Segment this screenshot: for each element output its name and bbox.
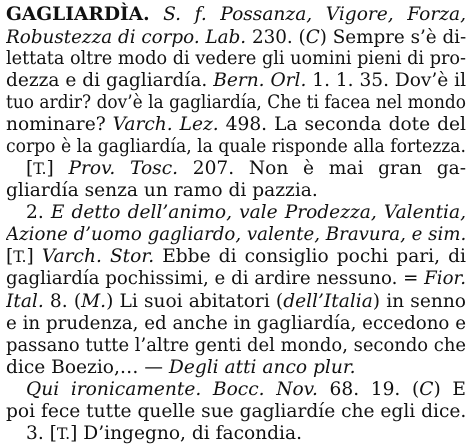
text-segment: lettata oltre modo di vedere gli uomini pieni di pro-	[6, 48, 467, 69]
headword: GAGLIARDÌA.	[6, 4, 150, 25]
text-segment: ]	[26, 246, 42, 267]
text-segment: Robustezza di corpo. Lab.	[6, 27, 247, 48]
text-segment: ) in senno	[372, 291, 466, 312]
text-segment: gliardía senza un ramo di pazzia.	[6, 180, 318, 201]
text-segment: poi fece tutte quelle sue gagliardíe che egli dice.	[6, 401, 466, 422]
text-segment: Degli atti anco plur.	[168, 357, 356, 378]
text-segment: Ital.	[6, 291, 44, 312]
text-segment: Fior.	[424, 268, 466, 289]
text-segment: C	[305, 27, 320, 48]
text-segment: Azione d’uomo gagliardo, valente, Bravura, e sim.	[6, 224, 466, 245]
text-segment: T.	[13, 247, 27, 266]
text-segment: S. f. Possanza, Vigore, Forza,	[149, 4, 466, 25]
text-segment: 3. [	[26, 423, 57, 444]
entry-line	[6, 266, 466, 291]
text-segment: Varch. Stor.	[41, 246, 155, 267]
text-segment: e in prudenza, ed anche in gagliardía, eccedono e	[6, 313, 466, 334]
text-segment: corpo è la gagliardía, la quale risponde alla fortezza.	[6, 136, 467, 157]
text-segment: nominare?	[6, 114, 113, 135]
text-segment: M.	[81, 291, 107, 312]
text-segment: ) E	[433, 379, 466, 400]
text-segment: tuo ardir? dov’è la gagliardía, Che ti facea nel mondo	[6, 92, 467, 113]
text-segment: 68. 19. (	[317, 379, 420, 400]
text-segment: 230. (	[246, 27, 306, 48]
text-segment: Bern. Orl.	[213, 70, 307, 91]
text-segment: C	[419, 379, 434, 400]
text-segment: dell’Italia	[283, 291, 373, 312]
text-segment: dice Boezio,… —	[6, 357, 169, 378]
text-segment: passano tutte l’altre genti del mondo, secondo che	[6, 335, 467, 356]
text-segment: T.	[33, 159, 47, 178]
text-segment: Varch. Lez.	[112, 114, 219, 135]
text-segment: [	[26, 158, 34, 179]
text-segment: ) Sempre s’è di-	[319, 27, 466, 48]
text-segment: ]	[46, 158, 69, 179]
text-segment: T.	[56, 424, 71, 443]
text-segment: Ebbe di consiglio pochi pari, di	[154, 246, 466, 267]
text-segment: ] D’ingegno, di facondia.	[70, 423, 302, 444]
text-segment: Qui ironicamente. Bocc. Nov.	[26, 379, 318, 400]
entry-line	[6, 2, 466, 27]
text-segment: [	[6, 246, 14, 267]
text-segment: Prov. Tosc.	[68, 158, 179, 179]
text-segment: 8. (	[43, 291, 82, 312]
text-segment: E detto dell’animo, vale Prodezza, Valentia,	[50, 202, 466, 223]
text-segment: 498. La seconda dote del	[218, 114, 466, 135]
text-segment: 1. 1. 35. Dov’è il	[306, 70, 466, 91]
text-segment: 2.	[26, 202, 51, 223]
text-segment: 207. Non è mai gran ga-	[178, 158, 466, 179]
entry-line	[26, 421, 466, 446]
text-segment: dezza e di gagliardía.	[6, 70, 214, 91]
text-segment: ) Li suoi abitatori (	[106, 291, 284, 312]
text-segment: gagliardía pochissimi, e di ardire nessuno. =	[6, 268, 425, 289]
